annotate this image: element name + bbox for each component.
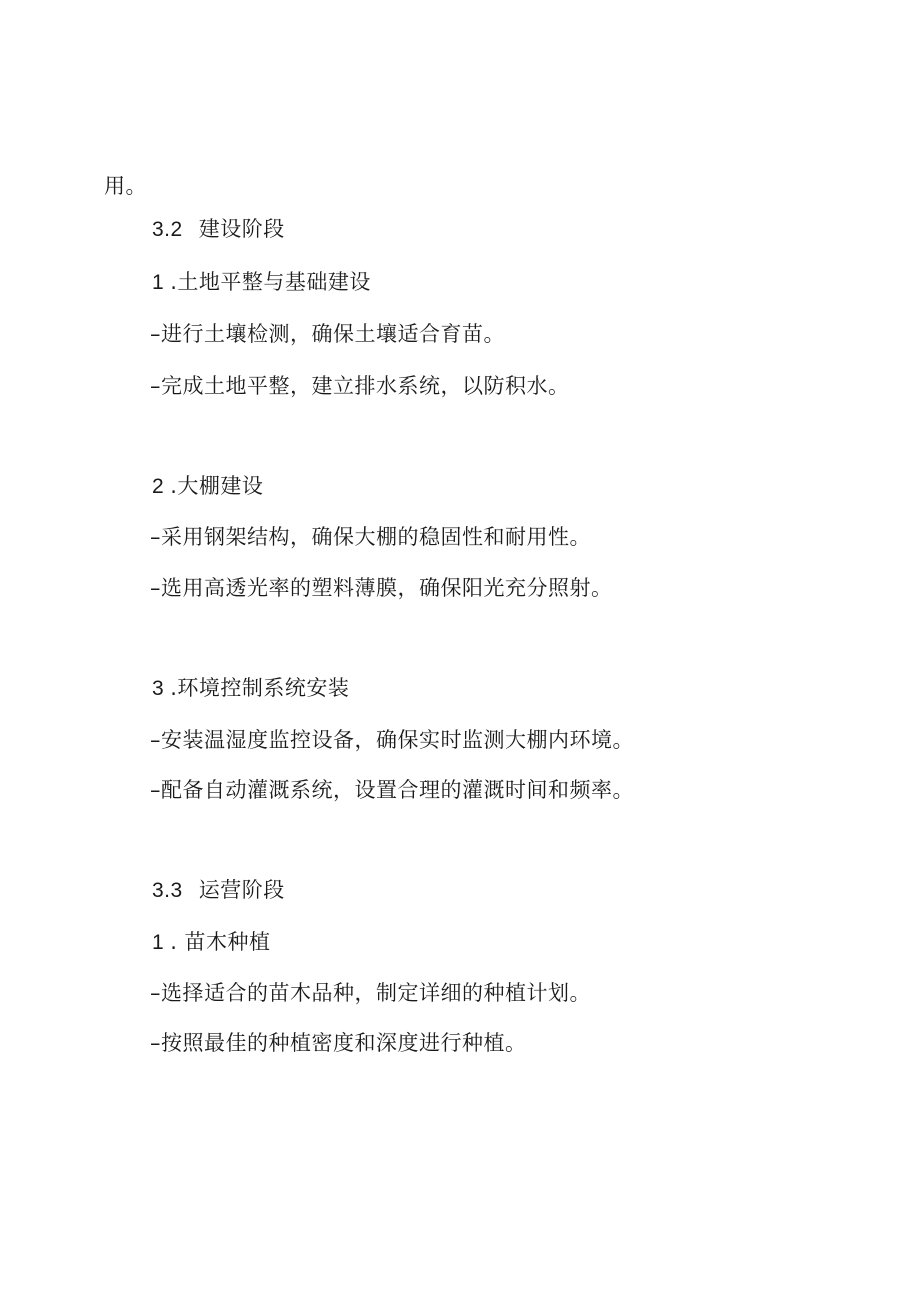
bullet-line: –选择适合的苗木品种，制定详细的种植计划。 <box>150 981 591 1005</box>
item-heading <box>152 674 349 703</box>
bullet-line: –进行土壤检测，确保土壤适合育苗。 <box>150 322 505 346</box>
bullet-line: –按照最佳的种植密度和深度进行种植。 <box>150 1031 527 1055</box>
section-heading-3-2 <box>152 215 285 244</box>
continuation-text: 用。 <box>104 174 147 198</box>
item-heading <box>152 472 263 501</box>
bullet-line: –选用高透光率的塑料薄膜，确保阳光充分照射。 <box>150 576 613 600</box>
item-title: . 苗木种植 <box>170 930 271 954</box>
section-heading-3-3 <box>152 876 285 905</box>
bullet-line: –采用钢架结构，确保大棚的稳固性和耐用性。 <box>150 525 591 549</box>
section-title: 运营阶段 <box>198 878 285 902</box>
item-number: 1 <box>152 931 165 954</box>
item-number: 3 <box>152 677 165 700</box>
bullet-line: –配备自动灌溉系统，设置合理的灌溉时间和频率。 <box>150 778 634 802</box>
item-heading <box>152 928 271 957</box>
item-title: .土地平整与基础建设 <box>170 270 371 294</box>
section-number: 3.3 <box>152 879 183 902</box>
bullet-line: –安装温湿度监控设备，确保实时监测大棚内环境。 <box>150 728 634 752</box>
item-heading <box>152 268 371 297</box>
item-title: .大棚建设 <box>170 474 264 498</box>
item-number: 2 <box>152 475 165 498</box>
bullet-line: –完成土地平整，建立排水系统，以防积水。 <box>150 374 570 398</box>
section-number: 3.2 <box>152 218 183 241</box>
section-title: 建设阶段 <box>198 217 285 241</box>
item-number: 1 <box>152 271 165 294</box>
item-title: .环境控制系统安装 <box>170 676 350 700</box>
